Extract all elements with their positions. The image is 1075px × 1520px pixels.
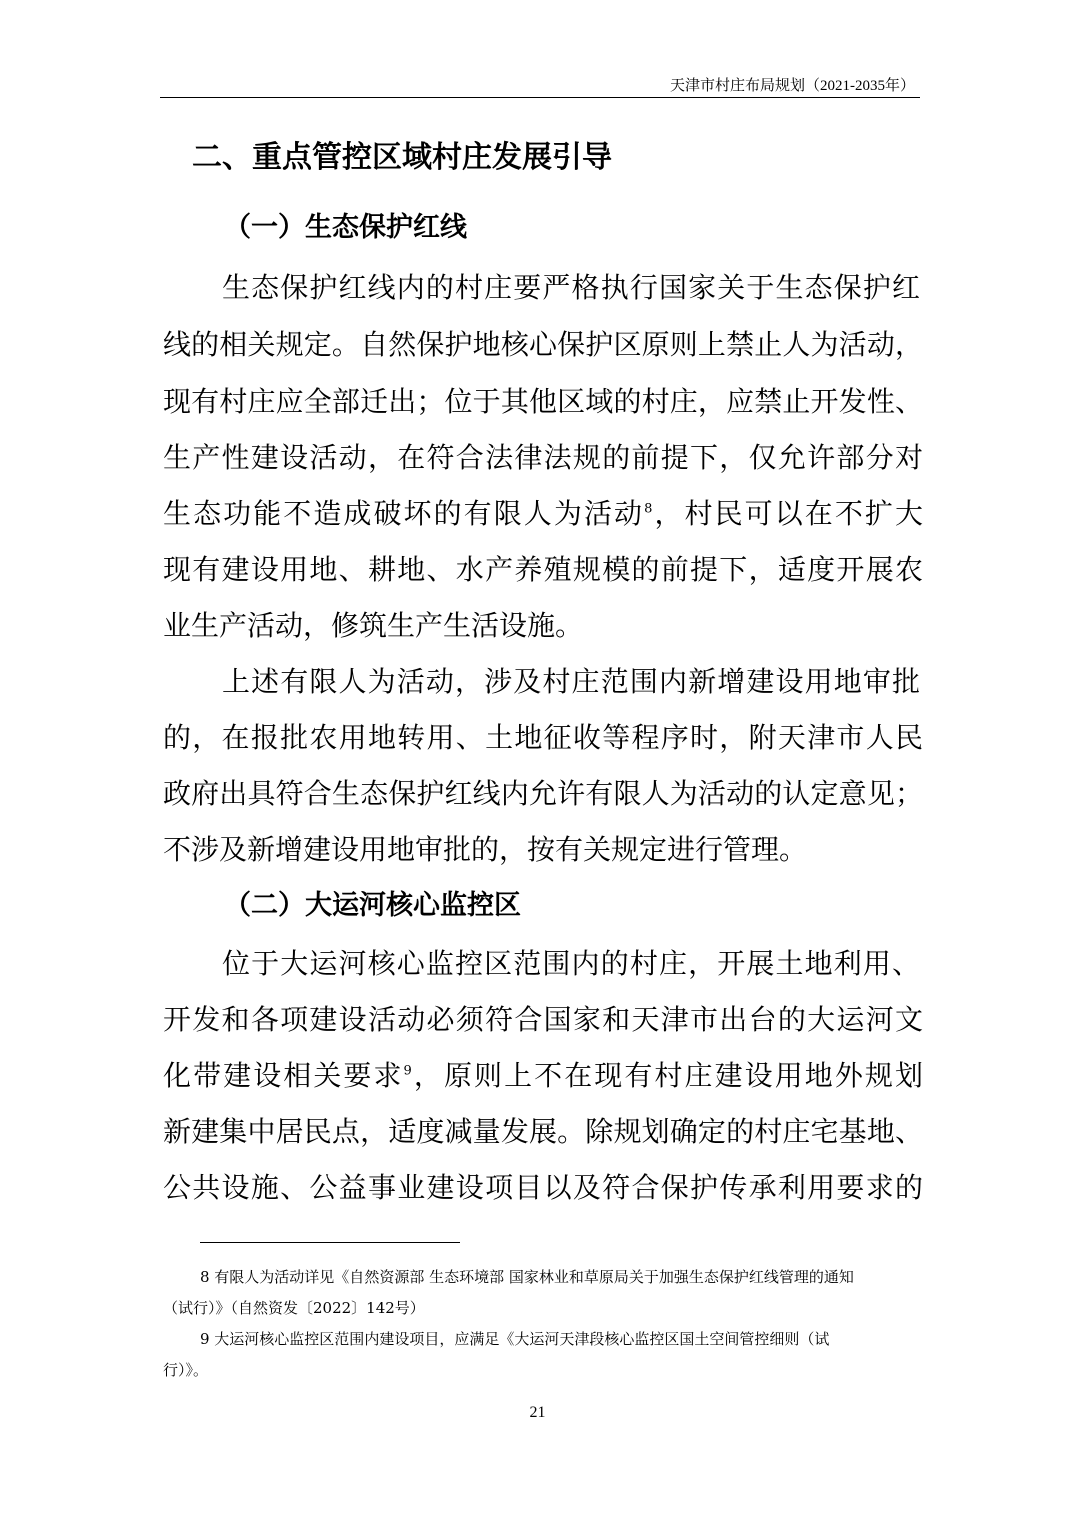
paragraph-text: ，原则上不在现有村庄建设用地外规划 [411, 1059, 923, 1092]
paragraph-line: 现有村庄应全部迁出；位于其他区域的村庄，应禁止开发性、 [163, 385, 923, 418]
paragraph-line: 公共设施、公益事业建设项目以及符合保护传承利用要求的 [163, 1171, 923, 1204]
footnote-9-line: 行）》。 [163, 1361, 209, 1379]
footnote-separator [200, 1242, 460, 1243]
paragraph-line: 新建集中居民点，适度减量发展。除规划确定的村庄宅基地、 [163, 1115, 923, 1148]
paragraph-line: 开发和各项建设活动必须符合国家和天津市出台的大运河文 [163, 1003, 923, 1036]
footnote-9-line: 9 大运河核心监控区范围内建设项目，应满足《大运河天津段核心监控区国土空间管控细则（试 [200, 1330, 830, 1348]
paragraph-text: 化带建设相关要求 [163, 1059, 404, 1092]
footnote-reference-9[interactable]: 9 [403, 1063, 412, 1079]
footnote-reference-8[interactable]: 8 [644, 501, 653, 517]
paragraph-line: 生产性建设活动，在符合法律法规的前提下，仅允许部分对 [163, 441, 923, 474]
section-title: 二、重点管控区域村庄发展引导 [192, 140, 612, 175]
footnote-8-line: （试行）》（自然资发〔2022〕142号） [163, 1299, 425, 1317]
paragraph-text: 生态功能不造成破坏的有限人为活动 [163, 497, 645, 530]
paragraph-line: 线的相关规定。自然保护地核心保护区原则上禁止人为活动， [163, 328, 923, 361]
paragraph-line: 业生产活动，修筑生产生活设施。 [163, 609, 584, 642]
subsection-title-grand-canal: （二）大运河核心监控区 [224, 890, 521, 921]
paragraph-line [163, 494, 923, 534]
header-rule [160, 97, 920, 98]
subsection-title-ecology: （一）生态保护红线 [224, 212, 467, 243]
page-number: 21 [529, 1404, 546, 1421]
paragraph-line: 现有建设用地、耕地、水产养殖规模的前提下，适度开展农 [163, 553, 923, 586]
paragraph-line: 的，在报批农用地转用、土地征收等程序时，附天津市人民 [163, 721, 923, 754]
paragraph-text: ，村民可以在不扩大 [652, 497, 923, 530]
running-header: 天津市村庄布局规划（2021-2035年） [670, 78, 915, 94]
paragraph-line [163, 1056, 923, 1096]
paragraph-line: 上述有限人为活动，涉及村庄范围内新增建设用地审批 [222, 665, 920, 698]
paragraph-line: 位于大运河核心监控区范围内的村庄，开展土地利用、 [222, 947, 920, 980]
footnote-8-line: 8 有限人为活动详见《自然资源部 生态环境部 国家林业和草原局关于加强生态保护红线管理的通知 [200, 1268, 854, 1286]
paragraph-line: 政府出具符合生态保护红线内允许有限人为活动的认定意见； [163, 777, 923, 810]
paragraph-line: 生态保护红线内的村庄要严格执行国家关于生态保护红 [222, 271, 920, 304]
paragraph-line: 不涉及新增建设用地审批的，按有关规定进行管理。 [163, 833, 808, 866]
